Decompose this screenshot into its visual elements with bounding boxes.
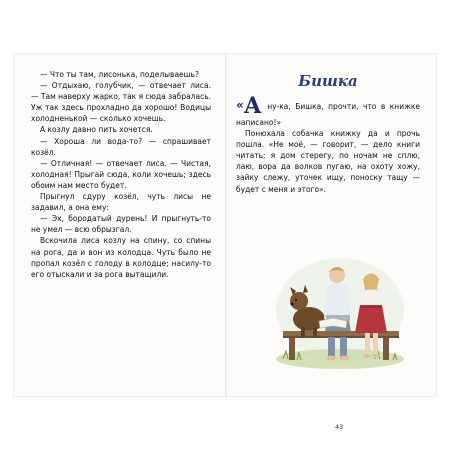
left-paragraph: — Хороша ли вода-то? — спрашивает козёл. bbox=[31, 136, 211, 157]
dog-eye bbox=[295, 299, 297, 301]
drop-cap: А bbox=[243, 93, 262, 119]
lead-text: ну-ка, Бишка, прочти, что в книжке написано!» bbox=[236, 102, 420, 127]
left-paragraph: Вскочила лиса козлу на спину, со спины на рога, да и вон из колодца. Чуть было не пропал козёл с голоду в колодце; насилу-то его отыскали и за рога вытащили. bbox=[31, 236, 211, 279]
girl-foot bbox=[372, 354, 380, 358]
right-page bbox=[236, 72, 420, 195]
right-paragraph: Понюхала собачка книжку да и прочь пошла. «Не моё, — говорит, — дело книги читать; я дом стерегу, по ночам не сплю, лаю, вора да волков пугаю, на охоту хожу, зайку слежу, уточек ищу, поноску тащу — будет с меня и этого». bbox=[236, 129, 420, 194]
left-paragraph: — Что ты там, лисонька, поделываешь? bbox=[40, 70, 199, 79]
boy-leg bbox=[340, 337, 347, 357]
dog-leg bbox=[313, 327, 317, 337]
boy-shirt bbox=[324, 283, 350, 319]
left-paragraph: — Отдыхаю, голубчик, — отвечает лиса. — Там наверху жарко, так я сюда забралась. Уж так здесь прохладно да хорошо! Водицы холодненькой — сколько хочешь. bbox=[31, 81, 211, 124]
girl-foot bbox=[363, 354, 371, 358]
lead-paragraph bbox=[236, 95, 420, 128]
bench-leg-right bbox=[383, 338, 389, 360]
book-spread bbox=[14, 54, 436, 431]
book-gutter bbox=[225, 54, 227, 396]
bench-leg-left bbox=[289, 338, 295, 360]
open-quote: « bbox=[236, 98, 244, 112]
dog-nose bbox=[291, 303, 294, 306]
girl-leg bbox=[365, 333, 370, 355]
girl-sarafan bbox=[355, 305, 387, 333]
girl-leg bbox=[373, 333, 378, 355]
story-title: Бишка bbox=[298, 72, 358, 90]
left-paragraph: А козлу давно пить хочется. bbox=[40, 125, 153, 135]
boy-foot bbox=[339, 356, 349, 361]
girl-blouse bbox=[361, 290, 381, 306]
boy-foot bbox=[326, 356, 336, 361]
page-number: 43 bbox=[335, 423, 344, 431]
left-paragraph: — Отличная! — отвечает лиса. — Чистая, холодная! Прыгай сюда, коли хочешь; здесь обоим нам место будет. bbox=[31, 158, 211, 190]
story-illustration bbox=[275, 255, 405, 375]
left-paragraph: Прыгнул сдуру козёл, чуть лисы не задавил, а она ему: bbox=[31, 192, 211, 213]
dog-leg bbox=[301, 327, 305, 337]
left-page bbox=[31, 69, 211, 280]
boy-leg bbox=[328, 337, 335, 357]
dog-head bbox=[290, 292, 308, 310]
left-paragraph: — Эх, бородатый дурень! И прыгнуть-то не умел — всю обрызгал. bbox=[31, 214, 211, 235]
